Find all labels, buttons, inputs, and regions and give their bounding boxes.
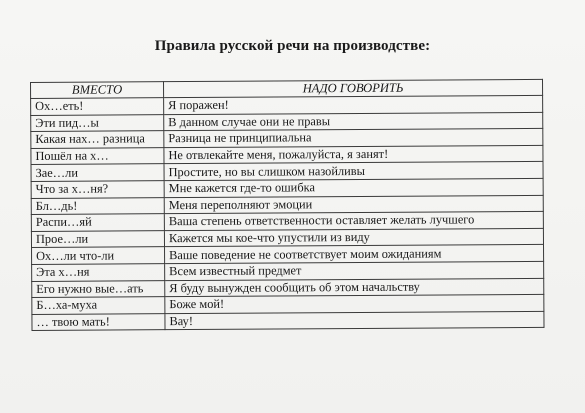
should-say-cell: Ваша степень ответственности оставляет желать лучшего xyxy=(164,212,543,231)
instead-cell: Его нужно вые…ать xyxy=(32,280,165,297)
instead-cell: … твою мать! xyxy=(32,313,165,330)
should-say-cell: Не отвлекайте меня, пожалуйста, я занят! xyxy=(164,145,543,164)
phrase-table xyxy=(30,79,545,331)
instead-cell: Прое…ли xyxy=(31,230,164,247)
should-say-cell: Всем известный предмет xyxy=(165,261,544,280)
instead-cell: Какая нах… разница xyxy=(31,131,164,148)
should-say-cell: Разница не принципиальна xyxy=(164,129,543,148)
instead-cell: Эта х…ня xyxy=(32,264,165,281)
instead-cell: Эти пид…ы xyxy=(31,114,164,131)
instead-cell: Бл…дь! xyxy=(31,197,164,214)
should-say-cell: В данном случае они не правы xyxy=(164,112,543,131)
page-title: Правила русской речи на производстве: xyxy=(154,38,431,54)
should-say-cell: Кажется мы кое-что упустили из виду xyxy=(164,228,543,247)
instead-cell: Ох…еть! xyxy=(31,98,164,115)
header-instead: ВМЕСТО xyxy=(31,82,164,99)
should-say-cell: Ваше поведение не соответствует моим ожиданиям xyxy=(165,245,544,264)
instead-cell: Пошёл на х… xyxy=(31,147,164,164)
instead-cell: Что за х…ня? xyxy=(31,181,164,198)
should-say-cell: Я буду вынужден сообщить об этом начальству xyxy=(165,278,544,297)
should-say-cell: Меня переполняют эмоции xyxy=(164,195,543,214)
should-say-cell: Мне кажется где-то ошибка xyxy=(164,178,543,197)
should-say-cell: Боже мой! xyxy=(165,294,544,313)
instead-cell: Б…ха-муха xyxy=(32,297,165,314)
should-say-cell: Простите, но вы слишком назойливы xyxy=(164,162,543,181)
should-say-cell: Вау! xyxy=(165,311,544,330)
table-row xyxy=(32,311,544,331)
header-should-say: НАДО ГОВОРИТЬ xyxy=(164,79,543,97)
instead-cell: Распи…яй xyxy=(31,214,164,231)
instead-cell: Ох…ли что-ли xyxy=(32,247,165,264)
instead-cell: Зае…ли xyxy=(31,164,164,181)
should-say-cell: Я поражен! xyxy=(164,95,543,114)
